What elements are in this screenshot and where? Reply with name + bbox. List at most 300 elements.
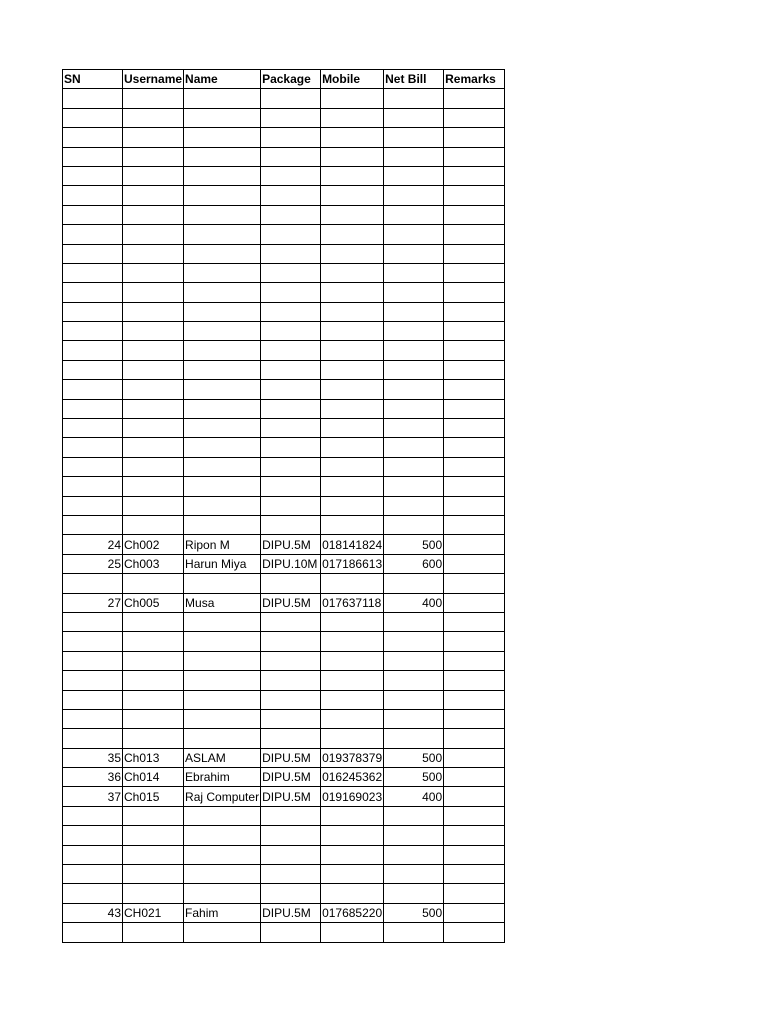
cell-name[interactable]: Harun Miya — [184, 554, 261, 573]
header-mobile[interactable]: Mobile — [321, 70, 384, 89]
cell-remarks[interactable] — [444, 787, 505, 806]
cell-mobile[interactable] — [321, 341, 384, 360]
cell-mobile[interactable] — [321, 496, 384, 515]
cell-remarks[interactable] — [444, 128, 505, 147]
cell-net-bill[interactable] — [384, 360, 444, 379]
cell-mobile[interactable] — [321, 632, 384, 651]
cell-remarks[interactable] — [444, 903, 505, 922]
cell-remarks[interactable] — [444, 806, 505, 825]
cell-sn[interactable] — [63, 283, 123, 302]
cell-remarks[interactable] — [444, 535, 505, 554]
cell-username[interactable] — [123, 360, 184, 379]
cell-username[interactable] — [123, 923, 184, 942]
cell-remarks[interactable] — [444, 554, 505, 573]
cell-package[interactable]: DIPU.5M — [261, 748, 321, 767]
cell-remarks[interactable] — [444, 477, 505, 496]
cell-name[interactable] — [184, 515, 261, 534]
cell-sn[interactable] — [63, 147, 123, 166]
cell-name[interactable] — [184, 419, 261, 438]
cell-name[interactable] — [184, 457, 261, 476]
cell-remarks[interactable] — [444, 709, 505, 728]
cell-net-bill[interactable] — [384, 419, 444, 438]
cell-name[interactable]: Musa — [184, 593, 261, 612]
cell-sn[interactable] — [63, 205, 123, 224]
cell-sn[interactable]: 25 — [63, 554, 123, 573]
cell-name[interactable] — [184, 845, 261, 864]
cell-remarks[interactable] — [444, 244, 505, 263]
cell-username[interactable] — [123, 225, 184, 244]
cell-sn[interactable] — [63, 128, 123, 147]
cell-mobile[interactable] — [321, 419, 384, 438]
cell-net-bill[interactable] — [384, 632, 444, 651]
cell-package[interactable] — [261, 263, 321, 282]
cell-sn[interactable] — [63, 186, 123, 205]
cell-name[interactable] — [184, 205, 261, 224]
cell-net-bill[interactable]: 500 — [384, 768, 444, 787]
cell-name[interactable] — [184, 612, 261, 631]
cell-net-bill[interactable] — [384, 865, 444, 884]
cell-net-bill[interactable] — [384, 341, 444, 360]
cell-username[interactable] — [123, 729, 184, 748]
cell-sn[interactable] — [63, 651, 123, 670]
cell-name[interactable] — [184, 574, 261, 593]
cell-package[interactable] — [261, 923, 321, 942]
cell-package[interactable] — [261, 729, 321, 748]
cell-sn[interactable] — [63, 923, 123, 942]
cell-net-bill[interactable] — [384, 205, 444, 224]
cell-name[interactable] — [184, 341, 261, 360]
cell-net-bill[interactable] — [384, 690, 444, 709]
cell-mobile[interactable] — [321, 380, 384, 399]
cell-package[interactable]: DIPU.5M — [261, 768, 321, 787]
cell-mobile[interactable] — [321, 225, 384, 244]
cell-name[interactable] — [184, 806, 261, 825]
cell-package[interactable] — [261, 438, 321, 457]
cell-net-bill[interactable] — [384, 244, 444, 263]
cell-username[interactable] — [123, 438, 184, 457]
cell-mobile[interactable] — [321, 166, 384, 185]
cell-package[interactable] — [261, 419, 321, 438]
cell-sn[interactable] — [63, 690, 123, 709]
cell-name[interactable] — [184, 89, 261, 108]
cell-username[interactable]: Ch013 — [123, 748, 184, 767]
cell-username[interactable]: Ch002 — [123, 535, 184, 554]
cell-net-bill[interactable] — [384, 612, 444, 631]
cell-remarks[interactable] — [444, 612, 505, 631]
cell-sn[interactable] — [63, 399, 123, 418]
cell-net-bill[interactable] — [384, 380, 444, 399]
cell-name[interactable] — [184, 322, 261, 341]
cell-remarks[interactable] — [444, 515, 505, 534]
cell-net-bill[interactable] — [384, 186, 444, 205]
cell-name[interactable] — [184, 283, 261, 302]
cell-username[interactable] — [123, 419, 184, 438]
cell-package[interactable] — [261, 671, 321, 690]
cell-name[interactable] — [184, 360, 261, 379]
cell-remarks[interactable] — [444, 845, 505, 864]
cell-package[interactable] — [261, 612, 321, 631]
cell-username[interactable]: CH021 — [123, 903, 184, 922]
cell-username[interactable] — [123, 690, 184, 709]
cell-name[interactable]: Ripon M — [184, 535, 261, 554]
cell-mobile[interactable]: 017685220 — [321, 903, 384, 922]
cell-remarks[interactable] — [444, 341, 505, 360]
cell-net-bill[interactable] — [384, 108, 444, 127]
cell-username[interactable] — [123, 302, 184, 321]
cell-net-bill[interactable] — [384, 496, 444, 515]
cell-mobile[interactable] — [321, 244, 384, 263]
header-net-bill[interactable]: Net Bill — [384, 70, 444, 89]
cell-name[interactable]: Fahim — [184, 903, 261, 922]
cell-sn[interactable] — [63, 457, 123, 476]
cell-sn[interactable] — [63, 865, 123, 884]
cell-remarks[interactable] — [444, 632, 505, 651]
cell-username[interactable] — [123, 884, 184, 903]
cell-username[interactable] — [123, 477, 184, 496]
cell-mobile[interactable] — [321, 438, 384, 457]
cell-username[interactable]: Ch003 — [123, 554, 184, 573]
cell-sn[interactable]: 36 — [63, 768, 123, 787]
cell-mobile[interactable]: 017637118 — [321, 593, 384, 612]
cell-name[interactable] — [184, 690, 261, 709]
cell-name[interactable] — [184, 108, 261, 127]
cell-sn[interactable]: 24 — [63, 535, 123, 554]
cell-name[interactable] — [184, 438, 261, 457]
cell-mobile[interactable] — [321, 515, 384, 534]
cell-package[interactable] — [261, 496, 321, 515]
cell-username[interactable] — [123, 89, 184, 108]
cell-name[interactable] — [184, 399, 261, 418]
cell-username[interactable] — [123, 244, 184, 263]
cell-remarks[interactable] — [444, 322, 505, 341]
cell-package[interactable] — [261, 574, 321, 593]
cell-mobile[interactable] — [321, 186, 384, 205]
cell-package[interactable] — [261, 186, 321, 205]
cell-mobile[interactable] — [321, 457, 384, 476]
cell-mobile[interactable]: 019169023 — [321, 787, 384, 806]
cell-net-bill[interactable]: 500 — [384, 535, 444, 554]
cell-sn[interactable] — [63, 806, 123, 825]
cell-username[interactable]: Ch015 — [123, 787, 184, 806]
cell-mobile[interactable] — [321, 865, 384, 884]
cell-package[interactable] — [261, 399, 321, 418]
cell-package[interactable] — [261, 147, 321, 166]
cell-sn[interactable] — [63, 302, 123, 321]
cell-sn[interactable] — [63, 574, 123, 593]
cell-package[interactable]: DIPU.5M — [261, 903, 321, 922]
cell-net-bill[interactable] — [384, 515, 444, 534]
cell-mobile[interactable]: 016245362 — [321, 768, 384, 787]
cell-mobile[interactable] — [321, 108, 384, 127]
cell-package[interactable] — [261, 806, 321, 825]
cell-mobile[interactable] — [321, 845, 384, 864]
cell-remarks[interactable] — [444, 302, 505, 321]
cell-username[interactable] — [123, 166, 184, 185]
cell-name[interactable] — [184, 147, 261, 166]
cell-net-bill[interactable] — [384, 283, 444, 302]
cell-username[interactable] — [123, 496, 184, 515]
cell-mobile[interactable] — [321, 477, 384, 496]
cell-mobile[interactable] — [321, 205, 384, 224]
cell-username[interactable] — [123, 826, 184, 845]
cell-package[interactable] — [261, 322, 321, 341]
cell-mobile[interactable] — [321, 729, 384, 748]
cell-remarks[interactable] — [444, 89, 505, 108]
cell-net-bill[interactable] — [384, 128, 444, 147]
cell-remarks[interactable] — [444, 360, 505, 379]
cell-username[interactable] — [123, 865, 184, 884]
cell-remarks[interactable] — [444, 593, 505, 612]
cell-package[interactable] — [261, 341, 321, 360]
cell-mobile[interactable] — [321, 574, 384, 593]
cell-username[interactable] — [123, 612, 184, 631]
cell-package[interactable] — [261, 380, 321, 399]
cell-mobile[interactable]: 019378379 — [321, 748, 384, 767]
header-sn[interactable]: SN — [63, 70, 123, 89]
cell-package[interactable] — [261, 89, 321, 108]
cell-remarks[interactable] — [444, 380, 505, 399]
cell-net-bill[interactable]: 500 — [384, 748, 444, 767]
cell-package[interactable] — [261, 865, 321, 884]
cell-remarks[interactable] — [444, 147, 505, 166]
cell-remarks[interactable] — [444, 690, 505, 709]
cell-mobile[interactable] — [321, 302, 384, 321]
header-package[interactable]: Package — [261, 70, 321, 89]
cell-name[interactable] — [184, 477, 261, 496]
cell-name[interactable] — [184, 128, 261, 147]
cell-remarks[interactable] — [444, 457, 505, 476]
header-username[interactable]: Username — [123, 70, 184, 89]
cell-username[interactable] — [123, 322, 184, 341]
header-remarks[interactable]: Remarks — [444, 70, 505, 89]
cell-sn[interactable] — [63, 729, 123, 748]
cell-remarks[interactable] — [444, 283, 505, 302]
cell-mobile[interactable] — [321, 826, 384, 845]
cell-package[interactable] — [261, 166, 321, 185]
cell-sn[interactable]: 27 — [63, 593, 123, 612]
cell-package[interactable] — [261, 128, 321, 147]
header-name[interactable]: Name — [184, 70, 261, 89]
cell-username[interactable] — [123, 283, 184, 302]
cell-net-bill[interactable] — [384, 457, 444, 476]
cell-mobile[interactable] — [321, 884, 384, 903]
cell-sn[interactable] — [63, 612, 123, 631]
cell-username[interactable] — [123, 651, 184, 670]
cell-username[interactable] — [123, 108, 184, 127]
cell-mobile[interactable] — [321, 89, 384, 108]
cell-sn[interactable]: 35 — [63, 748, 123, 767]
cell-name[interactable] — [184, 729, 261, 748]
cell-net-bill[interactable] — [384, 574, 444, 593]
cell-username[interactable] — [123, 380, 184, 399]
cell-remarks[interactable] — [444, 768, 505, 787]
cell-remarks[interactable] — [444, 826, 505, 845]
cell-username[interactable] — [123, 205, 184, 224]
cell-package[interactable]: DIPU.5M — [261, 787, 321, 806]
cell-mobile[interactable] — [321, 806, 384, 825]
cell-mobile[interactable] — [321, 128, 384, 147]
cell-net-bill[interactable] — [384, 845, 444, 864]
cell-sn[interactable]: 43 — [63, 903, 123, 922]
cell-net-bill[interactable] — [384, 671, 444, 690]
cell-net-bill[interactable] — [384, 477, 444, 496]
cell-sn[interactable] — [63, 108, 123, 127]
cell-net-bill[interactable] — [384, 399, 444, 418]
cell-username[interactable] — [123, 147, 184, 166]
cell-package[interactable] — [261, 108, 321, 127]
cell-package[interactable]: DIPU.10M — [261, 554, 321, 573]
cell-remarks[interactable] — [444, 263, 505, 282]
cell-sn[interactable] — [63, 632, 123, 651]
cell-username[interactable] — [123, 632, 184, 651]
cell-remarks[interactable] — [444, 574, 505, 593]
cell-package[interactable] — [261, 457, 321, 476]
cell-mobile[interactable] — [321, 923, 384, 942]
cell-remarks[interactable] — [444, 865, 505, 884]
cell-remarks[interactable] — [444, 671, 505, 690]
cell-net-bill[interactable] — [384, 651, 444, 670]
cell-name[interactable] — [184, 865, 261, 884]
cell-package[interactable] — [261, 690, 321, 709]
cell-sn[interactable] — [63, 360, 123, 379]
cell-username[interactable] — [123, 341, 184, 360]
cell-username[interactable]: Ch005 — [123, 593, 184, 612]
cell-net-bill[interactable] — [384, 322, 444, 341]
cell-remarks[interactable] — [444, 884, 505, 903]
cell-name[interactable] — [184, 884, 261, 903]
cell-username[interactable] — [123, 128, 184, 147]
cell-package[interactable] — [261, 225, 321, 244]
cell-name[interactable] — [184, 263, 261, 282]
cell-username[interactable] — [123, 845, 184, 864]
cell-net-bill[interactable] — [384, 438, 444, 457]
cell-remarks[interactable] — [444, 923, 505, 942]
cell-sn[interactable] — [63, 671, 123, 690]
cell-remarks[interactable] — [444, 166, 505, 185]
cell-package[interactable] — [261, 205, 321, 224]
cell-username[interactable] — [123, 263, 184, 282]
cell-sn[interactable] — [63, 225, 123, 244]
cell-net-bill[interactable]: 400 — [384, 593, 444, 612]
cell-remarks[interactable] — [444, 729, 505, 748]
cell-username[interactable] — [123, 806, 184, 825]
cell-sn[interactable] — [63, 341, 123, 360]
cell-mobile[interactable] — [321, 709, 384, 728]
cell-mobile[interactable] — [321, 147, 384, 166]
cell-net-bill[interactable] — [384, 147, 444, 166]
cell-package[interactable] — [261, 826, 321, 845]
cell-name[interactable] — [184, 709, 261, 728]
cell-username[interactable] — [123, 457, 184, 476]
cell-name[interactable] — [184, 244, 261, 263]
cell-sn[interactable] — [63, 263, 123, 282]
cell-name[interactable] — [184, 923, 261, 942]
cell-net-bill[interactable] — [384, 806, 444, 825]
cell-mobile[interactable] — [321, 322, 384, 341]
cell-package[interactable] — [261, 515, 321, 534]
cell-remarks[interactable] — [444, 419, 505, 438]
cell-username[interactable] — [123, 515, 184, 534]
cell-package[interactable] — [261, 884, 321, 903]
cell-remarks[interactable] — [444, 651, 505, 670]
cell-remarks[interactable] — [444, 399, 505, 418]
cell-name[interactable] — [184, 671, 261, 690]
cell-name[interactable] — [184, 166, 261, 185]
cell-name[interactable] — [184, 651, 261, 670]
cell-mobile[interactable] — [321, 690, 384, 709]
cell-sn[interactable] — [63, 709, 123, 728]
cell-package[interactable] — [261, 651, 321, 670]
cell-username[interactable] — [123, 186, 184, 205]
cell-mobile[interactable]: 017186613 — [321, 554, 384, 573]
cell-remarks[interactable] — [444, 108, 505, 127]
cell-net-bill[interactable]: 400 — [384, 787, 444, 806]
cell-mobile[interactable]: 018141824 — [321, 535, 384, 554]
cell-username[interactable] — [123, 671, 184, 690]
cell-net-bill[interactable] — [384, 166, 444, 185]
cell-name[interactable] — [184, 302, 261, 321]
cell-name[interactable] — [184, 496, 261, 515]
cell-mobile[interactable] — [321, 651, 384, 670]
cell-sn[interactable] — [63, 244, 123, 263]
cell-mobile[interactable] — [321, 360, 384, 379]
cell-net-bill[interactable] — [384, 709, 444, 728]
cell-remarks[interactable] — [444, 496, 505, 515]
cell-net-bill[interactable] — [384, 729, 444, 748]
cell-net-bill[interactable] — [384, 923, 444, 942]
cell-sn[interactable] — [63, 477, 123, 496]
cell-package[interactable] — [261, 709, 321, 728]
cell-remarks[interactable] — [444, 748, 505, 767]
cell-net-bill[interactable] — [384, 89, 444, 108]
cell-mobile[interactable] — [321, 399, 384, 418]
cell-name[interactable] — [184, 826, 261, 845]
cell-name[interactable] — [184, 225, 261, 244]
cell-package[interactable] — [261, 360, 321, 379]
cell-name[interactable]: ASLAM — [184, 748, 261, 767]
cell-net-bill[interactable] — [384, 302, 444, 321]
cell-name[interactable] — [184, 380, 261, 399]
cell-name[interactable] — [184, 632, 261, 651]
cell-sn[interactable] — [63, 419, 123, 438]
cell-username[interactable] — [123, 574, 184, 593]
cell-username[interactable] — [123, 709, 184, 728]
cell-package[interactable] — [261, 477, 321, 496]
cell-sn[interactable]: 37 — [63, 787, 123, 806]
cell-remarks[interactable] — [444, 225, 505, 244]
cell-sn[interactable] — [63, 380, 123, 399]
cell-net-bill[interactable] — [384, 263, 444, 282]
cell-remarks[interactable] — [444, 186, 505, 205]
cell-package[interactable] — [261, 632, 321, 651]
cell-sn[interactable] — [63, 845, 123, 864]
cell-sn[interactable] — [63, 515, 123, 534]
cell-username[interactable] — [123, 399, 184, 418]
cell-mobile[interactable] — [321, 671, 384, 690]
cell-net-bill[interactable] — [384, 884, 444, 903]
cell-net-bill[interactable] — [384, 225, 444, 244]
cell-sn[interactable] — [63, 166, 123, 185]
cell-sn[interactable] — [63, 89, 123, 108]
cell-sn[interactable] — [63, 826, 123, 845]
cell-package[interactable] — [261, 302, 321, 321]
cell-name[interactable] — [184, 186, 261, 205]
cell-mobile[interactable] — [321, 283, 384, 302]
cell-sn[interactable] — [63, 496, 123, 515]
cell-package[interactable] — [261, 845, 321, 864]
cell-mobile[interactable] — [321, 612, 384, 631]
cell-remarks[interactable] — [444, 205, 505, 224]
